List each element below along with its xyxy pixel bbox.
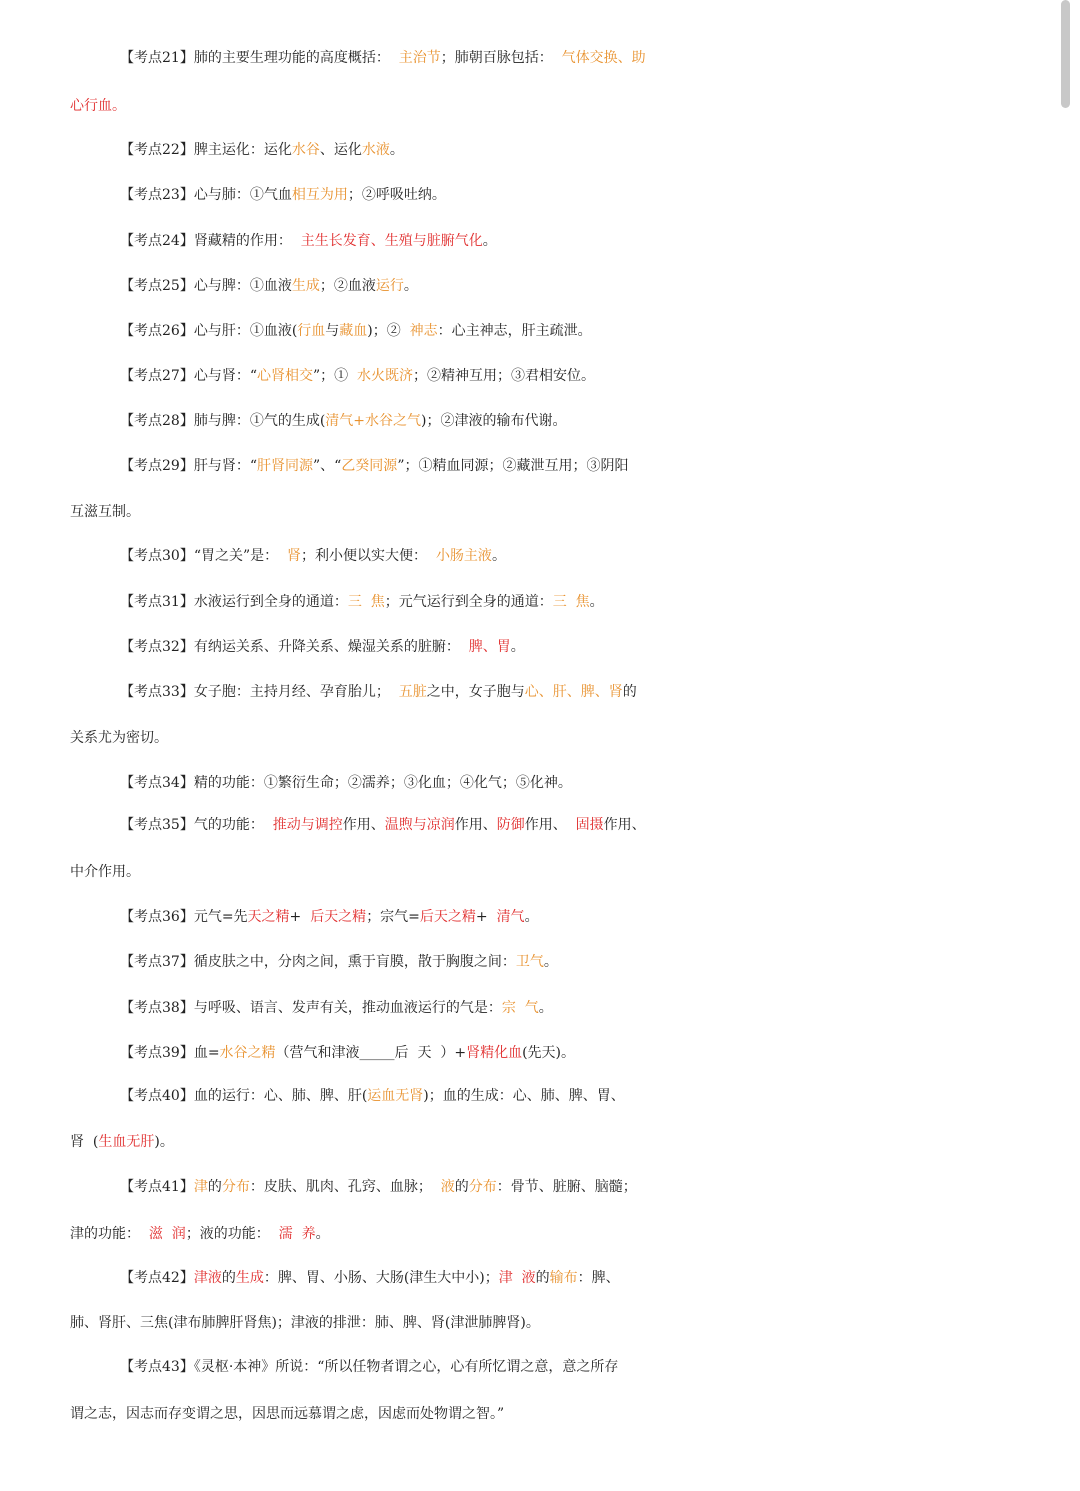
highlight-red: 后天之精 (310, 909, 367, 925)
text-segment: 【考点29】肝与肾：“ (120, 458, 257, 474)
text-segment: 的 (535, 1270, 550, 1286)
text-segment: 【考点32】有纳运关系、升降关系、燥湿关系的脏腑： (120, 639, 469, 655)
text-line (0, 541, 1080, 571)
text-line (0, 316, 1080, 346)
text-segment: 【考点33】女子胞：主持月经、孕育胎儿； (120, 684, 399, 700)
text-segment: 互滋互制。 (70, 504, 140, 520)
text-segment: 。 (403, 278, 418, 294)
text-line (0, 451, 1080, 481)
text-segment: 【考点34】精的功能：①繁衍生命；②濡养；③化血；④化气；⑤化神。 (120, 775, 572, 791)
text-line (0, 768, 1080, 798)
highlight-red: 防御 (496, 817, 525, 833)
text-segment: （营气和津液_____后 天 ）+ (275, 1045, 467, 1061)
text-segment: 的 (221, 1270, 236, 1286)
text-segment: ：脾、胃、小肠、大肠(津生大中小)； (263, 1270, 499, 1286)
text-line (0, 361, 1080, 391)
text-segment: 。 (491, 548, 506, 564)
text-segment: 【考点40】血的运行：心、肺、脾、肝( (120, 1088, 368, 1104)
text-segment: 的 (454, 1179, 469, 1195)
highlight-orange: 五脏 (398, 684, 427, 700)
text-segment: 。 (524, 909, 539, 925)
text-line (0, 677, 1080, 707)
highlight-orange: 心肾相交 (256, 368, 313, 384)
text-line (0, 43, 1080, 73)
text-line (0, 135, 1080, 165)
highlight-orange: 藏血 (339, 323, 368, 339)
highlight-red: 濡 养 (278, 1226, 316, 1242)
text-segment: 【考点23】心与肺：①气血 (120, 187, 292, 203)
text-segment: 【考点36】元气=先 (120, 909, 248, 925)
text-segment: ；②呼吸吐纳。 (347, 187, 446, 203)
text-line (0, 497, 1080, 527)
text-segment: 、运化 (319, 142, 362, 158)
text-segment: 津的功能： (70, 1226, 149, 1242)
highlight-red: 主生长发育、生殖与脏腑气化 (300, 233, 483, 249)
text-segment: 。 (315, 1226, 330, 1242)
scrollbar-thumb[interactable] (1061, 0, 1070, 108)
highlight-orange: 津 (193, 1179, 208, 1195)
text-segment: + (289, 909, 311, 925)
text-segment: 的 (622, 684, 637, 700)
text-segment: 【考点24】肾藏精的作用： (120, 233, 301, 249)
text-line (0, 947, 1080, 977)
text-line (0, 857, 1080, 887)
text-line (0, 1399, 1080, 1429)
text-segment: 。 (482, 233, 497, 249)
highlight-orange: 水谷 (291, 142, 320, 158)
text-line (0, 1263, 1080, 1293)
text-line (0, 587, 1080, 617)
highlight-red: 推动与调控 (272, 817, 343, 833)
highlight-red: 津 液 (498, 1270, 536, 1286)
text-segment: 。 (510, 639, 525, 655)
highlight-orange: 生成 (291, 278, 320, 294)
highlight-orange: 肾 (287, 548, 302, 564)
text-segment: 【考点31】水液运行到全身的通道： (120, 594, 348, 610)
text-segment: 。 (389, 142, 404, 158)
highlight-red: 清气 (496, 909, 525, 925)
highlight-orange: 分布 (468, 1179, 497, 1195)
highlight-orange: 气体交换、助 (561, 50, 646, 66)
text-segment: 【考点26】心与肝：①血液( (120, 323, 298, 339)
text-segment: 。 (589, 594, 604, 610)
text-segment: 的 (207, 1179, 222, 1195)
highlight-red: 心行血。 (70, 98, 126, 114)
text-line (0, 226, 1080, 256)
text-line (0, 632, 1080, 662)
highlight-orange: 行血 (297, 323, 326, 339)
text-segment: 作用、 (524, 817, 576, 833)
text-segment: 【考点37】循皮肤之中，分肉之间，熏于肓膜，散于胸腹之间： (120, 954, 516, 970)
text-segment: ；元气运行到全身的通道： (384, 594, 553, 610)
highlight-orange: 运血无肾 (367, 1088, 424, 1104)
text-segment: 肾 ( (70, 1134, 99, 1150)
text-segment: + (475, 909, 497, 925)
highlight-orange: 水液 (361, 142, 390, 158)
text-line (0, 993, 1080, 1023)
highlight-red: 肾精化血 (466, 1045, 523, 1061)
text-line (0, 1172, 1080, 1202)
highlight-red: 滋 润 (148, 1226, 186, 1242)
text-segment: ；宗气= (366, 909, 420, 925)
text-segment: 【考点28】肺与脾：①气的生成( (120, 413, 326, 429)
highlight-red: 津液 (193, 1270, 222, 1286)
text-segment: ”、“ (312, 458, 342, 474)
text-segment: ；②精神互用；③君相安位。 (413, 368, 596, 384)
text-segment: ；利小便以实大便： (301, 548, 436, 564)
text-line (0, 1308, 1080, 1338)
text-segment: 作用、 (603, 817, 646, 833)
text-line (0, 1352, 1080, 1382)
text-segment: 【考点39】血= (120, 1045, 220, 1061)
highlight-orange: 运行 (375, 278, 404, 294)
text-segment: 作用、 (342, 817, 385, 833)
text-line (0, 1081, 1080, 1111)
text-segment: ”；①精血同源；②藏泄互用；③阴阳 (397, 458, 629, 474)
text-segment: )；② (367, 323, 410, 339)
highlight-orange: 液 (440, 1179, 455, 1195)
highlight-red: 生血无肝 (98, 1134, 155, 1150)
text-segment: ：骨节、脏腑、脑髓； (496, 1179, 637, 1195)
text-segment: 【考点38】与呼吸、语言、发声有关，推动血液运行的气是： (120, 1000, 502, 1016)
text-segment: )。 (154, 1134, 174, 1150)
highlight-orange: 心、肝、脾、肾 (524, 684, 623, 700)
text-segment: 【考点35】气的功能： (120, 817, 273, 833)
text-line (0, 810, 1080, 840)
text-segment: ：脾、 (577, 1270, 620, 1286)
text-segment: ：皮肤、肌肉、孔窍、血脉； (249, 1179, 441, 1195)
text-line (0, 1038, 1080, 1068)
text-line (0, 91, 1080, 121)
highlight-red: 后天之精 (419, 909, 476, 925)
text-segment: 中介作用。 (70, 864, 140, 880)
text-segment: 【考点41】 (120, 1179, 194, 1195)
text-segment: 关系尤为密切。 (70, 730, 168, 746)
text-segment: ；②血液 (319, 278, 376, 294)
text-segment: )；血的生成：心、肺、脾、胃、 (423, 1088, 625, 1104)
text-segment: 。 (538, 1000, 553, 1016)
highlight-orange: 乙癸同源 (341, 458, 398, 474)
highlight-orange: 三 焦 (347, 594, 385, 610)
highlight-red: 脾、胃 (468, 639, 511, 655)
text-segment: 之中，女子胞与 (426, 684, 525, 700)
highlight-orange: 输布 (549, 1270, 578, 1286)
highlight-orange: 小肠主液 (435, 548, 492, 564)
highlight-orange: 主治节 (398, 50, 441, 66)
highlight-orange: 水谷之精 (219, 1045, 276, 1061)
text-line (0, 271, 1080, 301)
text-segment: 【考点30】“胃之关”是： (120, 548, 288, 564)
text-line (0, 180, 1080, 210)
highlight-orange: 相互为用 (291, 187, 348, 203)
text-line (0, 902, 1080, 932)
text-segment: 。 (543, 954, 558, 970)
text-segment: )；②津液的输布代谢。 (421, 413, 567, 429)
text-line (0, 1219, 1080, 1249)
text-line (0, 406, 1080, 436)
text-segment: ：心主神志，肝主疏泄。 (437, 323, 592, 339)
text-segment: ；肺朝百脉包括： (440, 50, 562, 66)
highlight-red: 温煦与凉润 (384, 817, 455, 833)
text-segment: 【考点21】肺的主要生理功能的高度概括： (120, 50, 399, 66)
highlight-orange: 肝肾同源 (256, 458, 313, 474)
text-line (0, 723, 1080, 753)
text-segment: ”；① (312, 368, 358, 384)
text-segment: 【考点43】《灵枢·本神》所说：“所以任物者谓之心，心有所忆谓之意，意之所存 (120, 1359, 619, 1375)
highlight-orange: 三 焦 (552, 594, 590, 610)
text-line (0, 1127, 1080, 1157)
text-segment: 作用、 (454, 817, 497, 833)
text-segment: 【考点27】心与肾：“ (120, 368, 257, 384)
text-segment: 与 (325, 323, 340, 339)
text-segment: 肺、肾肝、三焦(津布肺脾肝肾焦)；津液的排泄：肺、脾、肾(津泄肺脾肾)。 (70, 1315, 540, 1331)
highlight-orange: 宗 气 (501, 1000, 539, 1016)
highlight-orange: 卫气 (515, 954, 544, 970)
highlight-red: 天之精 (247, 909, 290, 925)
highlight-orange: 清气+水谷之气 (325, 413, 422, 429)
highlight-orange: 水火既济 (357, 368, 414, 384)
highlight-red: 生成 (235, 1270, 264, 1286)
text-segment: (先天)。 (522, 1045, 576, 1061)
text-segment: 【考点22】脾主运化：运化 (120, 142, 292, 158)
text-segment: 【考点25】心与脾：①血液 (120, 278, 292, 294)
text-segment: ；液的功能： (185, 1226, 279, 1242)
highlight-orange: 神志 (409, 323, 438, 339)
highlight-red: 固摄 (575, 817, 604, 833)
text-segment: 【考点42】 (120, 1270, 194, 1286)
text-segment: 谓之志，因志而存变谓之思，因思而远慕谓之虑，因虑而处物谓之智。” (70, 1406, 505, 1422)
highlight-orange: 分布 (221, 1179, 250, 1195)
